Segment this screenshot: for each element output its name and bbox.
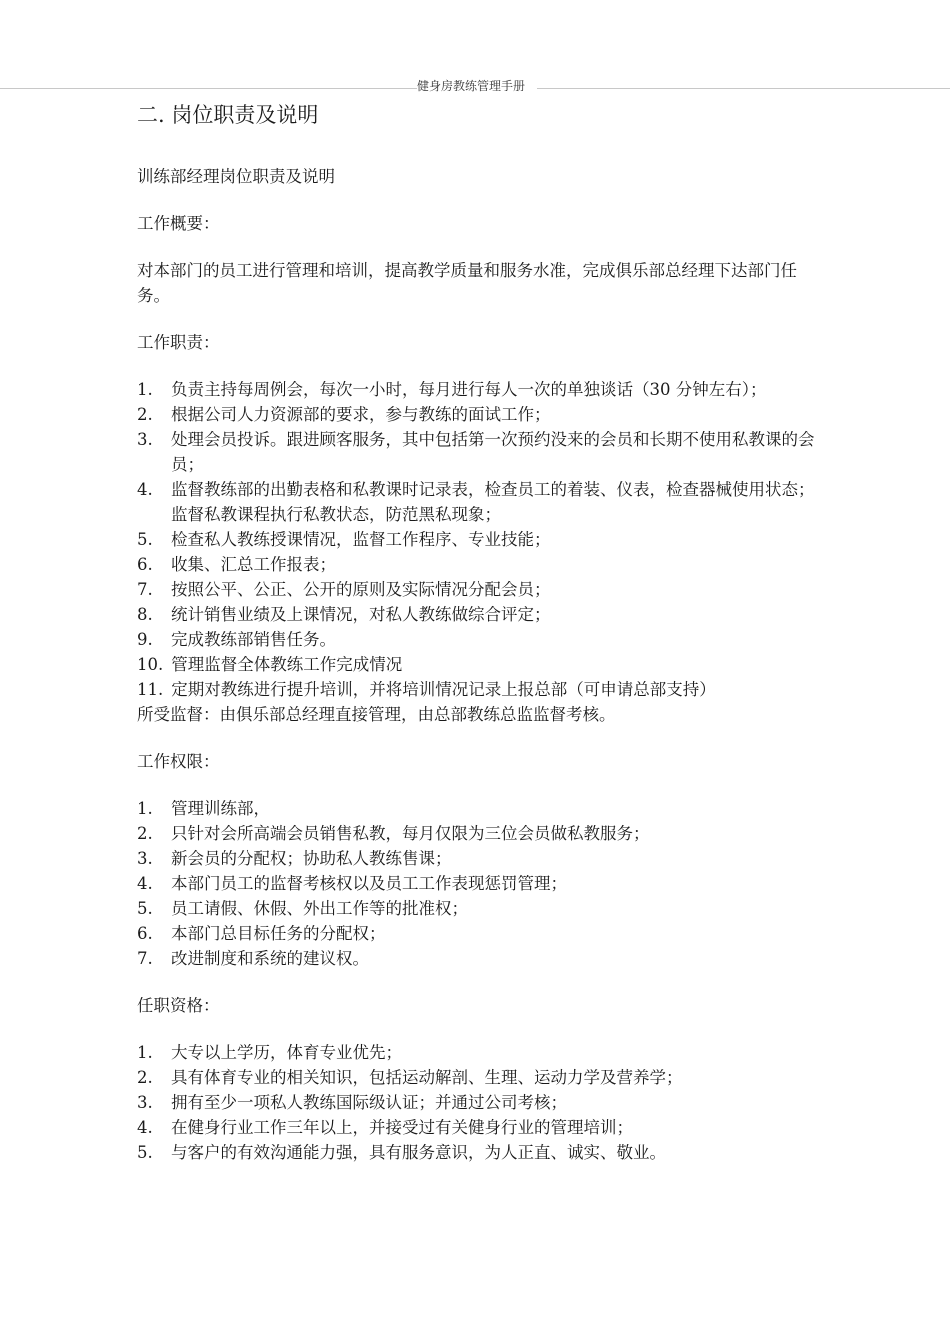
item-text: 负责主持每周例会，每次一小时，每月进行每人一次的单独谈话（30 分钟左右）；	[171, 380, 767, 399]
list-item	[137, 552, 817, 577]
item-number: 6.	[137, 555, 153, 574]
item-number: 2.	[137, 405, 153, 424]
item-text: 在健身行业工作三年以上，并接受过有关健身行业的管理培训；	[171, 1118, 633, 1137]
item-text: 收集、汇总工作报表；	[171, 555, 336, 574]
item-text: 完成教练部销售任务。	[171, 630, 336, 649]
item-text: 改进制度和系统的建议权。	[171, 949, 369, 968]
item-number: 1.	[137, 380, 153, 399]
document-body	[137, 100, 817, 1165]
list-item	[137, 871, 817, 896]
duties-list	[137, 377, 817, 702]
item-text: 大专以上学历，体育专业优先；	[171, 1043, 402, 1062]
list-item	[137, 921, 817, 946]
item-number: 11.	[137, 680, 164, 699]
item-text: 定期对教练进行提升培训，并将培训情况记录上报总部（可申请总部支持）	[171, 680, 716, 699]
item-text: 本部门总目标任务的分配权；	[171, 924, 386, 943]
item-number: 5.	[137, 899, 153, 918]
supervision-text: 所受监督：由俱乐部总经理直接管理，由总部教练总监监督考核。	[137, 705, 616, 724]
list-item	[137, 602, 817, 627]
qualifications-list	[137, 1040, 817, 1165]
list-item	[137, 627, 817, 652]
item-text: 只针对会所高端会员销售私教，每月仅限为三位会员做私教服务；	[171, 824, 650, 843]
list-item	[137, 821, 817, 846]
list-item	[137, 846, 817, 871]
list-item	[137, 652, 817, 677]
item-number: 7.	[137, 949, 153, 968]
duties-heading: 工作职责：	[137, 333, 220, 352]
item-number: 8.	[137, 605, 153, 624]
list-item	[137, 402, 817, 427]
list-item	[137, 896, 817, 921]
section-subtitle: 训练部经理岗位职责及说明	[137, 167, 335, 186]
item-number: 2.	[137, 1068, 153, 1087]
item-number: 7.	[137, 580, 153, 599]
item-text: 具有体育专业的相关知识，包括运动解剖、生理、运动力学及营养学；	[171, 1068, 683, 1087]
authority-heading: 工作权限：	[137, 752, 220, 771]
item-number: 3.	[137, 430, 153, 449]
list-item	[137, 1090, 817, 1115]
running-header: 健身房教练管理手册	[417, 78, 537, 95]
overview-text: 对本部门的员工进行管理和培训，提高教学质量和服务水准，完成俱乐部总经理下达部门任务。	[137, 261, 797, 305]
item-text: 管理监督全体教练工作完成情况	[171, 655, 403, 674]
item-number: 5.	[137, 530, 153, 549]
item-number: 4.	[137, 480, 153, 499]
overview-heading: 工作概要：	[137, 214, 220, 233]
list-item	[137, 1115, 817, 1140]
item-text: 管理训练部，	[171, 799, 270, 818]
list-item	[137, 946, 817, 971]
item-text: 检查私人教练授课情况，监督工作程序、专业技能；	[171, 530, 551, 549]
list-item	[137, 1065, 817, 1090]
item-text: 本部门员工的监督考核权以及员工工作表现惩罚管理；	[171, 874, 567, 893]
item-number: 10.	[137, 655, 164, 674]
item-text: 新会员的分配权；协助私人教练售课；	[171, 849, 452, 868]
list-item	[137, 477, 817, 527]
item-number: 1.	[137, 1043, 153, 1062]
item-number: 2.	[137, 824, 153, 843]
item-number: 4.	[137, 874, 153, 893]
item-number: 4.	[137, 1118, 153, 1137]
item-text: 统计销售业绩及上课情况，对私人教练做综合评定；	[171, 605, 551, 624]
item-text: 处理会员投诉。跟进顾客服务，其中包括第一次预约没来的会员和长期不使用私教课的会员；	[171, 430, 815, 474]
item-text: 员工请假、休假、外出工作等的批准权；	[171, 899, 468, 918]
list-item	[137, 796, 817, 821]
page-title: 二. 岗位职责及说明	[137, 103, 319, 127]
item-number: 5.	[137, 1143, 153, 1162]
list-item	[137, 1040, 817, 1065]
authority-list	[137, 796, 817, 971]
item-number: 6.	[137, 924, 153, 943]
item-text: 按照公平、公正、公开的原则及实际情况分配会员；	[171, 580, 551, 599]
list-item	[137, 577, 817, 602]
item-text: 根据公司人力资源部的要求，参与教练的面试工作；	[171, 405, 551, 424]
item-number: 3.	[137, 1093, 153, 1112]
list-item	[137, 527, 817, 552]
list-item	[137, 1140, 817, 1165]
list-item	[137, 427, 817, 477]
item-text: 与客户的有效沟通能力强，具有服务意识，为人正直、诚实、敬业。	[171, 1143, 666, 1162]
list-item	[137, 677, 817, 702]
item-text: 拥有至少一项私人教练国际级认证；并通过公司考核；	[171, 1093, 567, 1112]
list-item	[137, 377, 817, 402]
item-number: 1.	[137, 799, 153, 818]
item-number: 3.	[137, 849, 153, 868]
item-number: 9.	[137, 630, 153, 649]
qualifications-heading: 任职资格：	[137, 996, 220, 1015]
item-text: 监督教练部的出勤表格和私教课时记录表，检查员工的着装、仪表，检查器械使用状态；监督私教课程执行私教状态，防范黑私现象；	[171, 480, 815, 524]
